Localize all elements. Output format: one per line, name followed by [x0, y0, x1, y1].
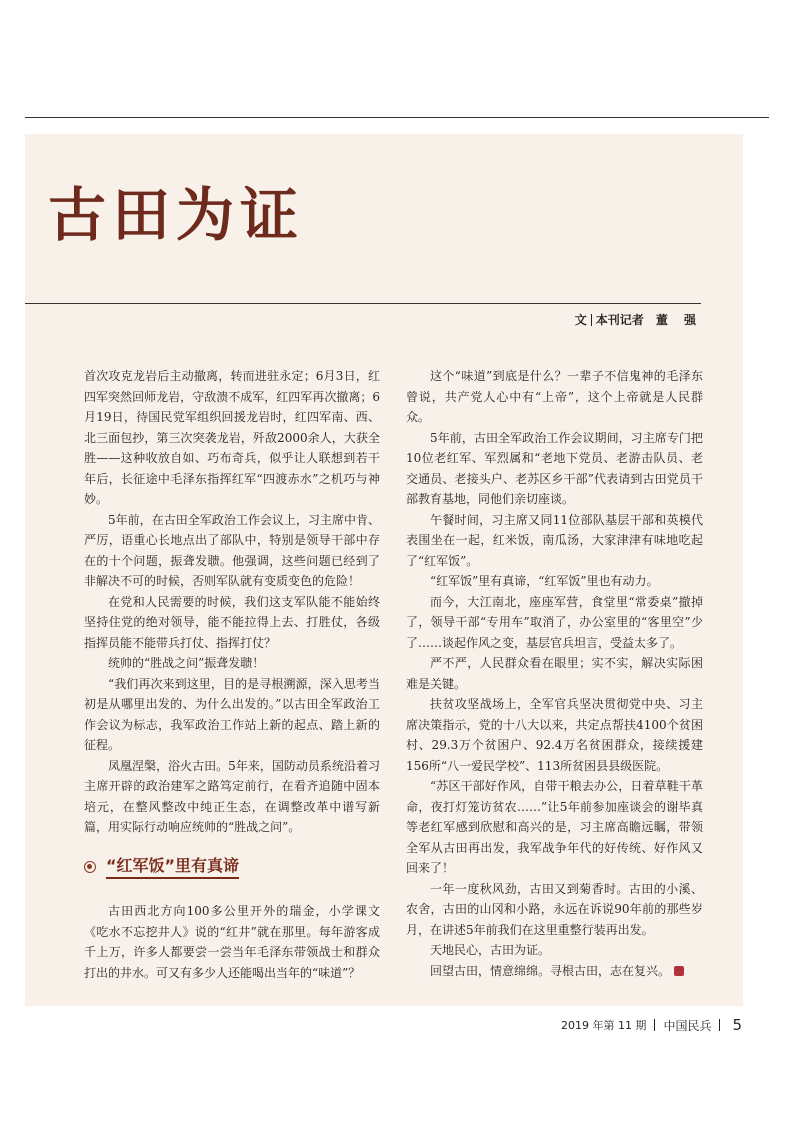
byline-role: 本刊记者 [595, 313, 644, 327]
page-number: 5 [732, 1016, 742, 1034]
paragraph: 凤凰涅槃，浴火古田。5年来，国防动员系统沿着习主席开辟的政治建军之路笃定前行，在看齐追随中固本培元，在整风整改中纯正生态，在调整改革中谱写新篇，用实际行动响应统帅的“胜战之问”。 [84, 758, 380, 834]
paragraph: 在党和人民需要的时候，我们这支军队能不能始终坚持住党的绝对领导，能不能拉得上去、打胜仗，各级指挥员能不能带兵打仗、指挥打仗？ [84, 594, 380, 650]
right-column [406, 366, 703, 981]
byline [575, 311, 702, 328]
paragraph: 首次攻克龙岩后主动撤离，转而进驻永定；6月3日，红四军突然回师龙岩，守敌溃不成军，红四军再次撤离；6月19日，待国民党军组织回援龙岩时，红四军南、西、北三面包抄，第三次突袭龙岩，歼敌2000余人，大获全胜——这种收放自如、巧布奇兵，似乎让人联想到若干年后，长征途中毛泽东指挥红军“四渡赤水”之机巧与神妙。 [84, 369, 380, 506]
issue-number: 2019 年第 11 期 [560, 1019, 647, 1032]
paragraph: 统帅的“胜战之问”振聋发聩！ [108, 656, 265, 670]
page-footer [561, 1016, 742, 1034]
paragraph: 天地民心，古田为证。 [430, 943, 551, 957]
paragraph: “我们再次来到这里，目的是寻根溯源，深入思考当初是从哪里出发的、为什么出发的。”以古田全军政治工作会议为标志，我军政治工作站上新的起点、踏上新的征程。 [84, 676, 380, 752]
top-rule [25, 117, 769, 118]
title-rule [25, 303, 701, 304]
section-heading [84, 856, 380, 880]
paragraph: 午餐时间，习主席又同11位部队基层干部和英模代表围坐在一起，红米饭，南瓜汤，大家津津有味地吃起了“红军饭”。 [406, 512, 703, 568]
paragraph: “红军饭”里有真谛，“红军饭”里也有动力。 [430, 574, 659, 588]
section-heading-text: “红军饭”里有真谛 [106, 856, 239, 880]
paragraph: 扶贫攻坚战场上，全军官兵坚决贯彻党中央、习主席决策指示，党的十八大以来，共定点帮扶4100个贫困村、29.3万个贫困户、92.4万名贫困群众，接续援建156所“八一爱民学校”、113所贫困县县级医院。 [406, 697, 703, 773]
closing-text: 回望古田，情意绵绵。寻根古田，志在复兴。 [430, 963, 671, 978]
paragraph-last [406, 961, 703, 982]
article-title: 古田为证 [48, 181, 305, 249]
footer-divider [719, 1019, 720, 1031]
end-mark-icon [674, 966, 684, 976]
paragraph: 5年前，古田全军政治工作会议期间，习主席专门把10位老红军、军烈属和“老地下党员、老游击队员、老交通员、老接头户、老苏区乡干部”代表请到古田党员干部教育基地，同他们亲切座谈。 [406, 430, 703, 506]
left-column [84, 366, 380, 983]
paragraph: 而今，大江南北，座座军营，食堂里“常委桌”撤掉了，领导干部“专用车”取消了，办公室里的“客里空”少了……谈起作风之变，基层官兵坦言，受益太多了。 [406, 594, 703, 650]
section-bullet-icon [84, 861, 96, 873]
byline-prefix: 文 [574, 313, 587, 327]
paragraph: 一年一度秋风劲，古田又到菊香时。古田的小溪、农舍，古田的山冈和小路，永远在诉说90年前的那些岁月，在讲述5年前我们在这里重整行装再出发。 [406, 881, 703, 937]
paragraph: 这个“味道”到底是什么？一辈子不信鬼神的毛泽东曾说，共产党人心中有“上帝”，这个上帝就是人民群众。 [406, 369, 703, 424]
paragraph: 古田西北方向100多公里开外的瑞金，小学课文《吃水不忘挖井人》说的“红井”就在那里。每年游客成千上万，许多人都要尝一尝当年毛泽东带领战士和群众打出的井水。可又有多少人还能喝出当年的“味道”？ [84, 904, 380, 980]
paragraph: “苏区干部好作风，自带干粮去办公，日着草鞋干革命，夜打灯笼访贫农……”让5年前参加座谈会的谢毕真等老红军感到欣慰和高兴的是，习主席高瞻远瞩，带领全军从古田再出发，我军战争年代的好传统、好作风又回来了！ [406, 779, 703, 875]
footer-divider [654, 1019, 655, 1031]
paragraph: 严不严，人民群众看在眼里；实不实，解决实际困难是关键。 [406, 656, 703, 691]
byline-author: 董 强 [655, 313, 702, 327]
paragraph: 5年前，在古田全军政治工作会议上，习主席中肯、严厉，语重心长地点出了部队中，特别是领导干部中存在的十个问题，振聋发聩。他强调，这些问题已经到了非解决不可的时候，否则军队就有变质变色的危险！ [84, 512, 380, 588]
magazine-name: 中国民兵 [663, 1018, 712, 1033]
byline-separator [591, 314, 592, 326]
